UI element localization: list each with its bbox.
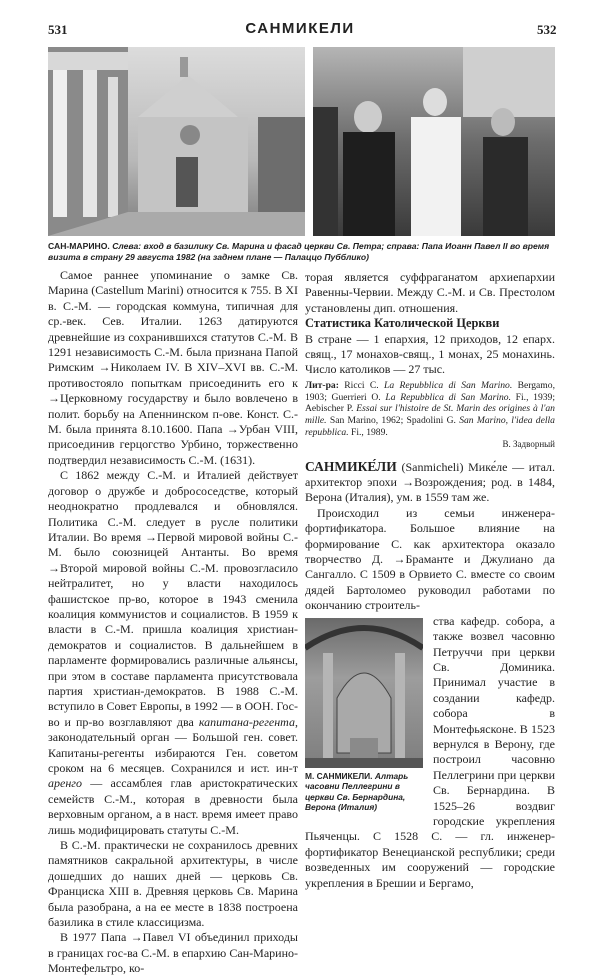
photo-basilica <box>48 47 305 236</box>
text: — ассамблея глав аристократических семейств С.-М., которая в древности была верховным органом, а в наст. время имеет право лишь модифицировать статуты С.-М. <box>48 776 298 837</box>
caption-text: Алтарь часовни Пеллегрини в церкви Св. Бернардина, Верона (Италия) <box>305 770 409 813</box>
photo-altar <box>305 618 423 768</box>
altar-illustration <box>305 618 423 768</box>
text: , законодательный орган — Большой ген. совет. Капитаны-регенты избираются Ген. советом сроком на 6 месяцев. Сохранился и ист. ин-т <box>48 714 298 775</box>
entry-intro <box>305 459 555 506</box>
running-title: САНМИКЕЛИ <box>245 20 355 37</box>
lit-item: Spadolini G. San Marino, l'idea della repubblica. Fi., 1989. <box>305 415 555 439</box>
article-author: В. Задворный <box>502 438 555 449</box>
page-number-right: 532 <box>537 22 557 37</box>
text: С 1862 между С.-М. и Италией действует договор о дружбе и добрососедстве, который неоднократно продлевался и обновлялся. Политика С.-М. следует в русле политики Италии. Во время →Первой мировой войны С.-М. было союзницей Антанты. Во время →Второй мировой войны С.-М. провозгласило нейтралитет, но у власти находилось фашистское пр-во, которое в 1943 сменила коалиция коммунистов и социалистов. В 1959 к власти в С.-М. пришла коалиция христиан-демократов и социалистов. В дальнейшем в парламенте формировались различные альянсы, при этом в составе парламента присутствовала партия христиан-демократов. В 1988 С.-М. вступило в Совет Европы, в 1992 — в ООН. Гос-во и пр-во возглавляют два <box>48 468 298 729</box>
photo-pope-visit <box>313 47 555 236</box>
paragraph: В 1977 Папа →Павел VI объединил приходы в границах гос-ва С.-М. в епархию Сан-Марино-Монтефельтро, ко- <box>48 930 298 976</box>
inset-figure <box>305 618 425 813</box>
paragraph: Происходил из семьи инженера-фортификатора. Большое влияние на формирование С. как архитектора оказало творчество Д. →Браманте и Джулиано да Сангалло. С 1509 в Орвието С. вместе со своим дядей Бартоломео руководил работами по окончанию строитель- <box>305 505 555 613</box>
entry-title: САНМИКЕ́ЛИ <box>305 458 397 474</box>
paragraph: Самое раннее упоминание о замке Св. Марина (Castellum Marini) относится к 755. В XI в. С.-М. — городская коммуна, типичная для ср.-век. Сев. Италии. 1263 датируются древнейшие из сохранившихся статутов С.-М. В 1291 независимость С.-М. была признана Папой Римским →Николаем IV. В XIV–XVI вв. С.-М. противостояло попыткам присоединить его к →Церковному государству и было вовлечено в полит. борьбу на Апеннинском п-ове. Конст. С.-М. была принята 8.10.1600. Папа →Урбан VIII, присоединив герцогство Урбино, торжественно подтвердил независимость С.-М. (1631). <box>48 268 298 467</box>
inset-wrap <box>305 614 555 891</box>
term-italic: капитана-регента <box>198 714 295 729</box>
paragraph: торая является суффраганатом архиепархии Равенны-Червии. Между С.-М. и Св. Престолом установлены дип. отношения. <box>305 270 555 315</box>
literature <box>305 380 555 451</box>
lit-item: Ricci C. La Repubblica di San Marino. Bergamo, 1903; <box>305 379 555 403</box>
left-column <box>48 268 298 977</box>
literature-label: Лит-ра: <box>305 379 339 391</box>
stats-text: В стране — 1 епархия, 12 приходов, 12 епарх. свящ., 17 монахов-свящ., 1 монах, 25 монахинь. Число католиков — 27 тыс. <box>305 331 555 377</box>
lit-item: Guerrieri O. La Repubblica di San Marino. Fi., 1939; <box>331 391 556 403</box>
right-column <box>305 270 555 891</box>
lit-item: Aebischer P. Essai sur l'histoire de St. Marin des origines à l'an mille. San Marino, 1962; <box>305 403 555 427</box>
photo-caption <box>48 241 558 263</box>
pope-visit-illustration <box>313 47 555 236</box>
paragraph: В С.-М. практически не сохранилось древних памятников сакральной архитектуры, в числе дошедших до наших дней — церковь Св. Франциска XIII в. Древняя церковь Св. Марина была разобрана, а на ее месте в 1838 построена базилика в стиле классицизма. <box>48 838 298 930</box>
basilica-illustration <box>48 47 305 236</box>
stats-heading: Статистика Католической Церкви <box>305 316 500 331</box>
caption-text: Слева: вход в базилику Св. Марина и фасад церкви Св. Петра; справа: Папа Иоанн Павел II во время визита в страну 29 августа 1982 (на заднем плане — Палаццо Пубблико) <box>48 241 550 262</box>
inset-caption <box>305 771 425 813</box>
paragraph: ства кафедр. собора, а также возвел часовню Петруччи при церкви Св. Доминика. Принимал участие в создании кафедр. собора в Монтефьясконе. В 1523 вернулся в Верону, где построил часовню Пеллегрини при церкви Св. Бернардина. В 1525–26 воздвиг городские укрепления Пьяченцы. С 1528 С. — гл. инженер-фортификатор Венецианской республики; среди возведенных им сооружений — городские укрепления в Брешии и Бергамо, <box>305 613 555 890</box>
caption-label: М. САНМИКЕЛИ. <box>305 770 373 781</box>
page-number-left: 531 <box>48 22 68 37</box>
term-italic: аренго <box>48 776 82 791</box>
caption-label: САН-МАРИНО. <box>48 241 110 251</box>
text: (Sanmicheli) Мике́ле — итал. архитектор эпохи →Возрождения; род. в 1484, Верона (Италия), ум. в 1559 там же. <box>305 459 556 505</box>
paragraph <box>48 468 298 838</box>
